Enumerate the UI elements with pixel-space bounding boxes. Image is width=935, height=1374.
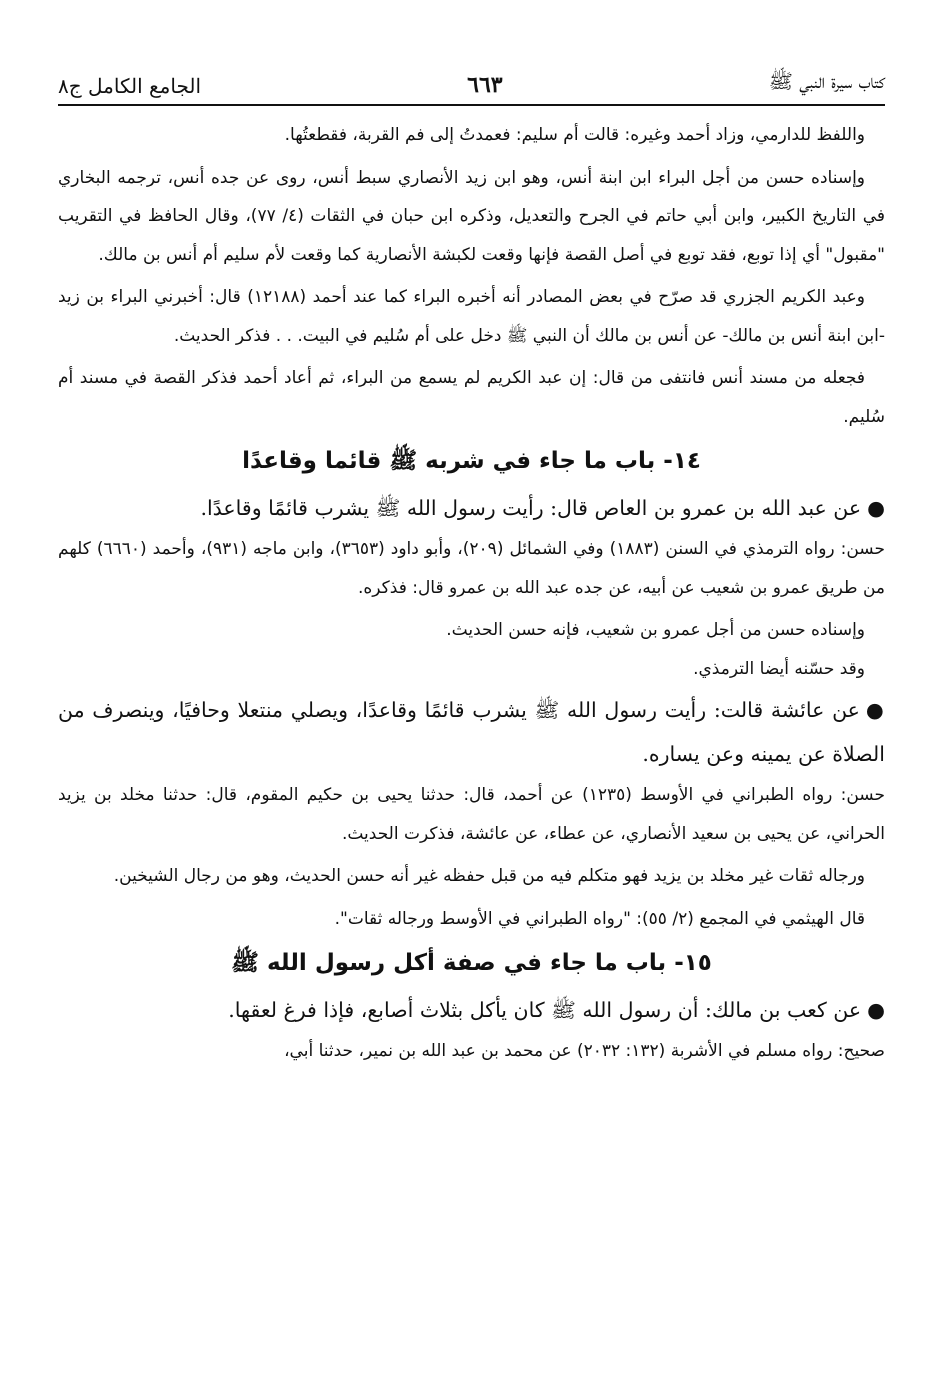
paragraph: حسن: رواه الترمذي في السنن (١٨٨٣) وفي الشمائل (٢٠٩)، وأبو داود (٣٦٥٣)، وابن ماجه (٩٣١)، وأحمد (٦٦٦٠) كلهم من طريق عمرو بن شعيب عن أبيه، عن جده عبد الله بن عمرو قال: فذكره. [58,539,885,598]
paragraph: فجعله من مسند أنس فانتفى من قال: إن عبد الكريم لم يسمع من البراء، ثم أعاد أحمد فذكر القصة في مسند أم سُليم. [58,368,885,427]
paragraph: وإسناده حسن من أجل عمرو بن شعيب، فإنه حسن الحديث. [446,620,865,640]
bullet-icon: ● [865,698,885,722]
paragraph: وقد حسّنه أيضا الترمذي. [693,658,865,679]
hadith-text [58,688,885,776]
header-book-title: كتاب سيرة النبي ﷺ [768,69,885,93]
header-rule [58,104,885,106]
paragraph: وعبد الكريم الجزري قد صرّح في بعض المصادر أنه أخبره البراء كما عند أحمد (١٢١٨٨) قال: أخبرني البراء بن زيد -ابن ابنة أنس بن مالك- عن أنس بن مالك أن النبي ﷺ دخل على أم سُليم في البيت. . . فذكر الحديث. [58,287,885,346]
page-number: ٦٦٣ [467,72,503,98]
hadith-1: عن عبد الله بن عمرو بن العاص قال: رأيت رسول الله ﷺ يشرب قائمًا وقاعدًا. [200,496,862,520]
paragraph: وإسناده حسن من أجل البراء ابن ابنة أنس، وهو ابن زيد الأنصاري سبط أنس، روى عن جده أنس، ترجمه البخاري في التاريخ الكبير، وابن أبي حاتم في الجرح والتعديل، وذكره ابن حبان في الثقات (٤/ ٧٧)، وقال الحافظ في التقريب "مقبول" أي إذا توبع، فقد توبع في أصل القصة فإنها وقعت لكبشة الأنصارية كما وقعت لأم سليم أم أنس بن مالك. [58,167,886,265]
bullet-icon: ● [867,998,885,1022]
hadith-text [58,988,885,1032]
paragraph: واللفظ للدارمي، وزاد أحمد وغيره: قالت أم سليم: فعمدتُ إلى فم القربة، فقطعتُها. [284,125,865,145]
paragraph: حسن: رواه الطبراني في الأوسط (١٢٣٥) عن أحمد، قال: حدثنا يحيى بن حكيم المقوم، قال: حدثنا مخلد بن يزيد الحراني، عن يحيى بن سعيد الأنصاري، عن عطاء، عن عائشة، فذكرت الحديث. [58,785,885,844]
page-header [58,58,885,98]
header-volume-title: الجامع الكامل ج٨ [58,74,202,98]
page-body [58,116,885,1071]
section-heading-15: ١٥- باب ما جاء في صفة أكل رسول الله ﷺ [231,950,712,976]
hadith-3: عن كعب بن مالك: أن رسول الله ﷺ كان يأكل بثلاث أصابع، فإذا فرغ لعقها. [228,998,862,1022]
section-heading-14: ١٤- باب ما جاء في شربه ﷺ قائما وقاعدًا [242,448,701,474]
paragraph: ورجاله ثقات غير مخلد بن يزيد فهو متكلم فيه من قبل حفظه غير أنه حسن الحديث، وهو من رجال الشيخين. [113,866,865,886]
hadith-2: عن عائشة قالت: رأيت رسول الله ﷺ يشرب قائمًا وقاعدًا، ويصلي منتعلا وحافيًا، وينصرف من الصلاة عن يمينه وعن يساره. [58,698,885,766]
paragraph: صحيح: رواه مسلم في الأشربة (١٣٢: ٢٠٣٢) عن محمد بن عبد الله بن نمير، حدثنا أبي، [284,1041,885,1061]
paragraph: قال الهيثمي في المجمع (٢/ ٥٥): "رواه الطبراني في الأوسط ورجاله ثقات". [334,908,865,929]
hadith-text [58,486,885,530]
bullet-icon: ● [867,496,885,520]
